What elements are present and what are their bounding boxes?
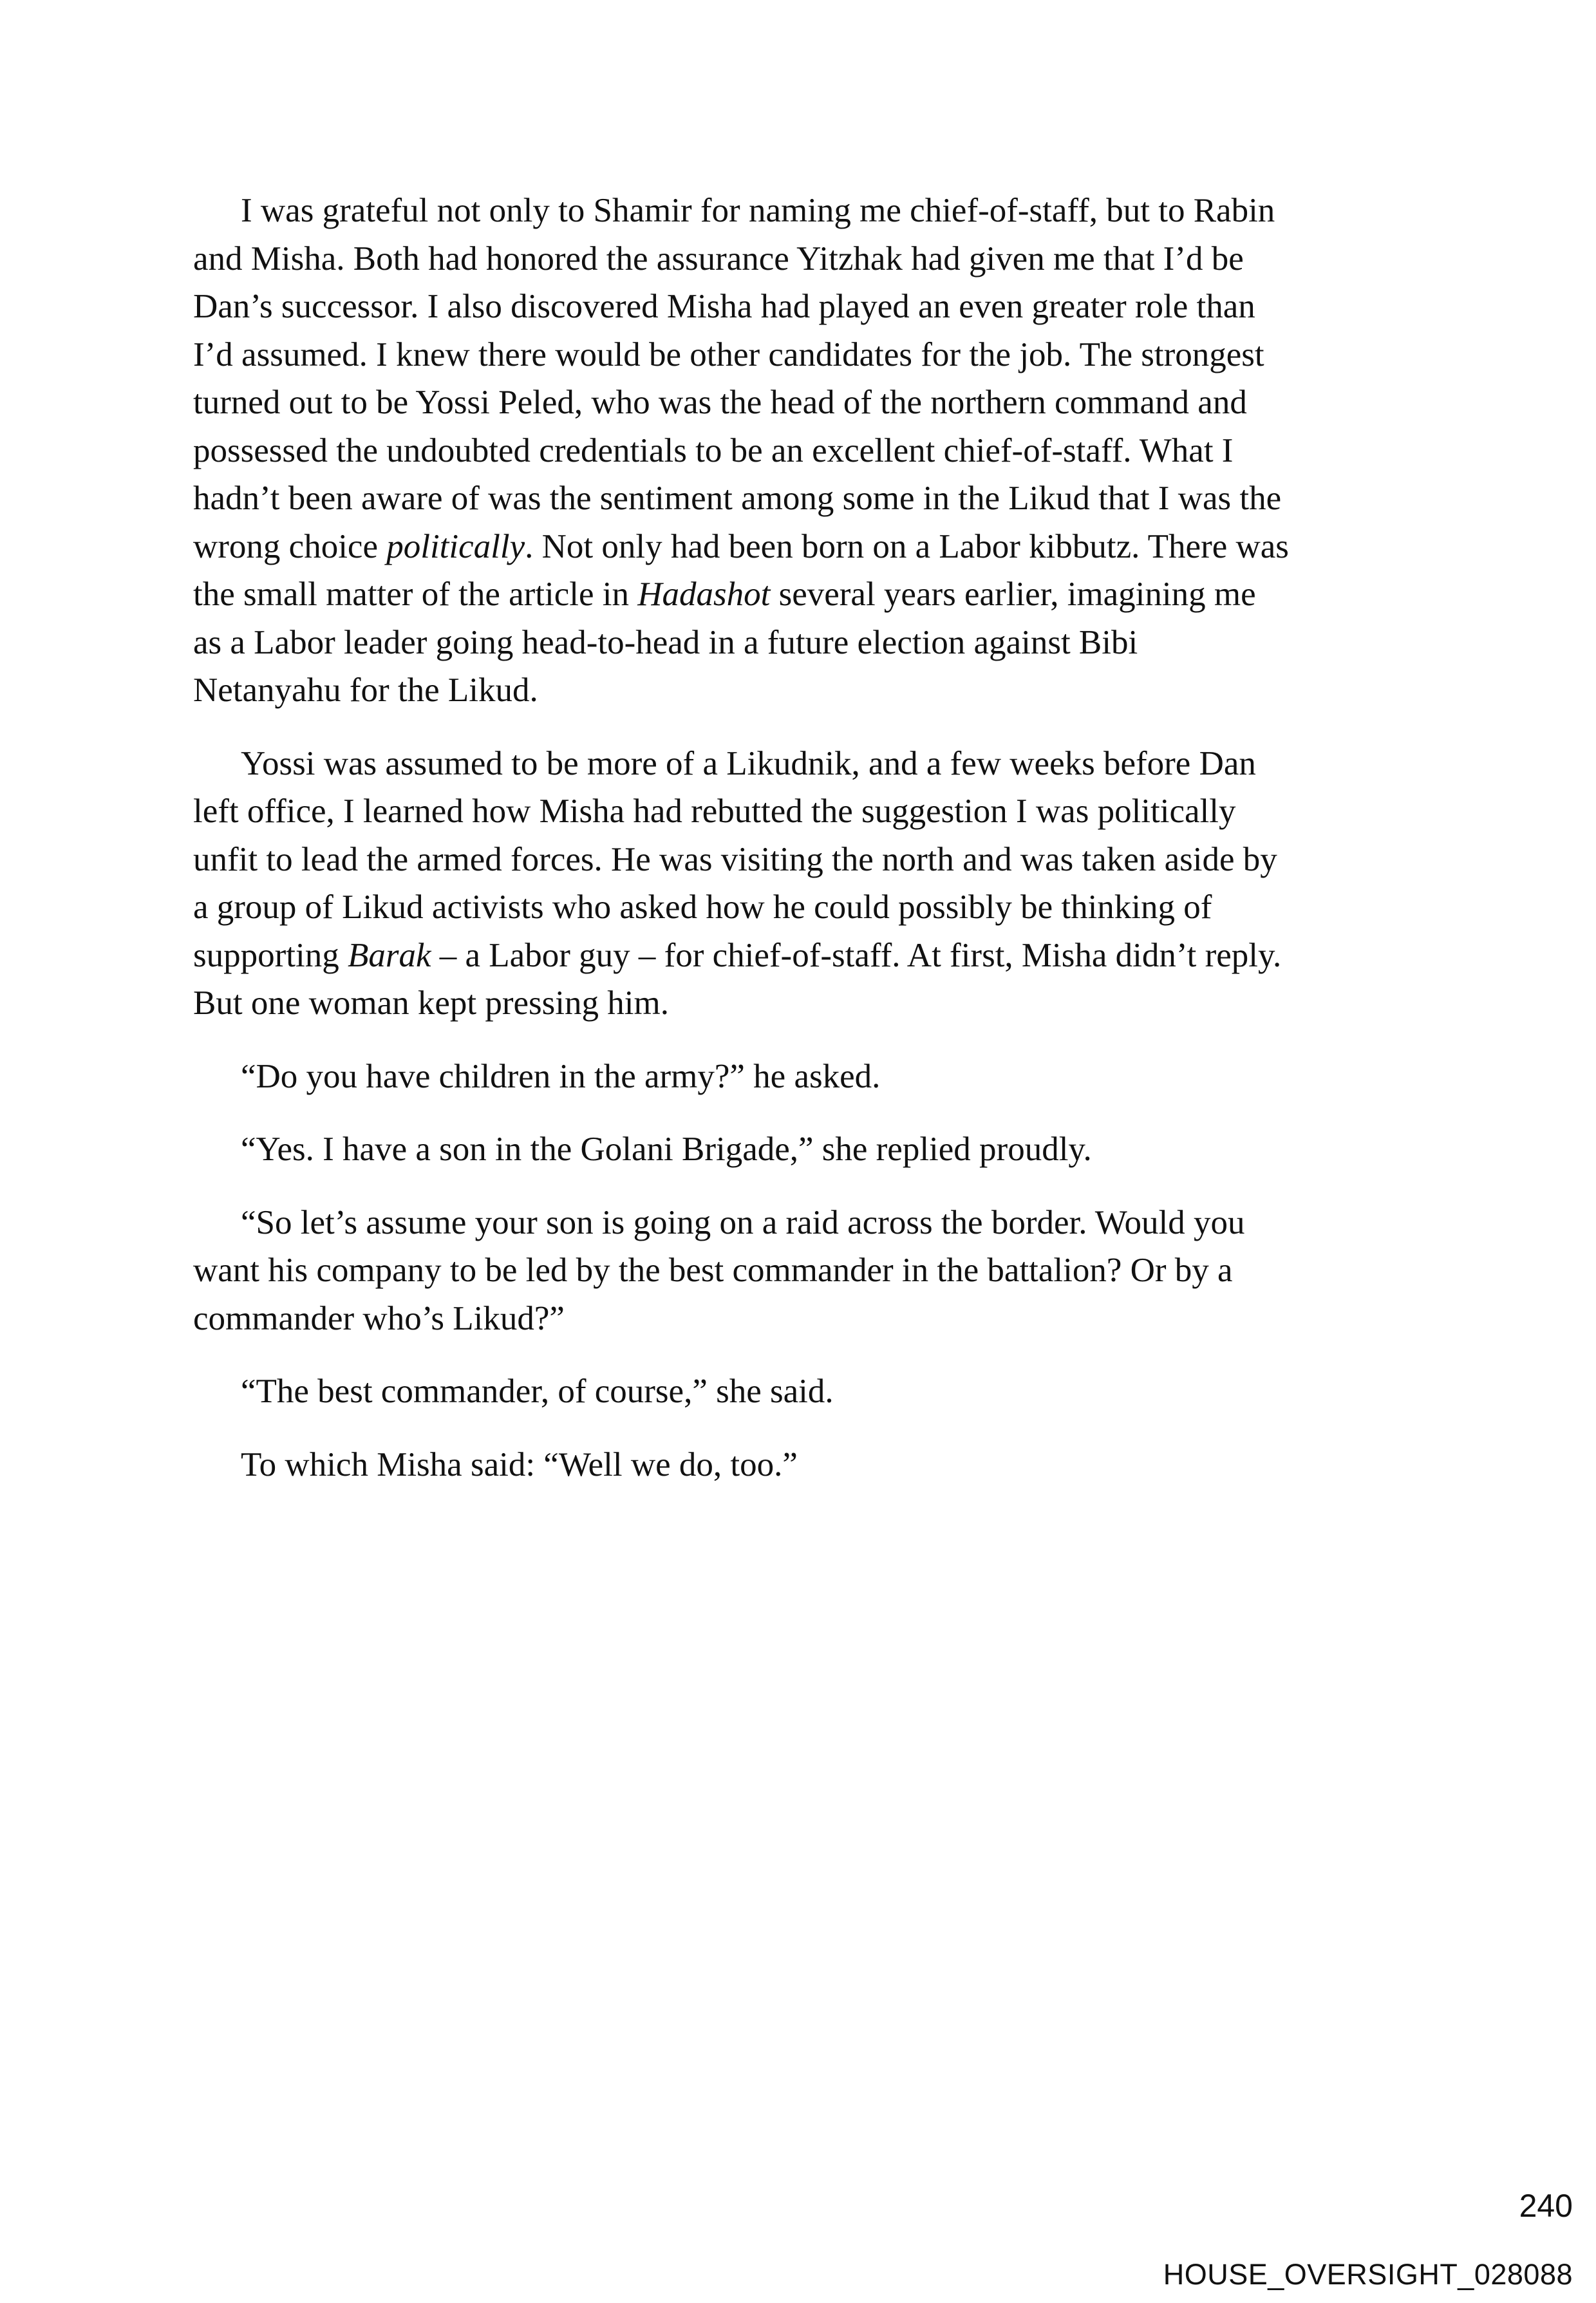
paragraph-7: To which Misha said: “Well we do, too.” bbox=[241, 1445, 798, 1483]
paragraph-1-text-b: . Not only had been born on a Labor kibbutz. There was the small matter of the article in bbox=[193, 527, 1289, 613]
bates-number: HOUSE_OVERSIGHT_028088 bbox=[1163, 2258, 1573, 2291]
paragraph-2-text-a: Yossi was assumed to be more of a Likudnik, and a few weeks before Dan left office, I learned how Misha had rebutted the suggestion I was politically unfit to lead the armed forces. He was visiting the north and was taken aside by a group of Likud activists who asked how he could possibly be thinking of supporting bbox=[193, 744, 1277, 974]
paragraph-2 bbox=[193, 740, 1416, 1028]
paragraph-2-italic-barak: Barak bbox=[347, 936, 431, 974]
paragraph-1-italic-politically: politically bbox=[386, 527, 525, 565]
paragraph-5: “So let’s assume your son is going on a raid across the border. Would you want his company to be led by the best commander in the battalion? Or by a commander who’s Likud?” bbox=[193, 1203, 1245, 1337]
paragraph-1-text-a: I was grateful not only to Shamir for naming me chief-of-staff, but to Rabin and Misha. Both had honored the assurance Yitzhak had given me that I’d be Dan’s successor. I also discovered Misha had played an even greater role than I’d assumed. I knew there would be other candidates for the job. The strongest turned out to be Yossi Peled, who was the head of the northern command and possessed the undoubted credentials to be an excellent chief-of-staff. What I hadn’t been aware of was the sentiment among some in the Likud that I was the wrong choice bbox=[193, 192, 1282, 565]
paragraph-1-italic-hadashot: Hadashot bbox=[637, 576, 771, 613]
page-number: 240 bbox=[1519, 2188, 1573, 2224]
paragraph-4: “Yes. I have a son in the Golani Brigade,” she replied proudly. bbox=[241, 1131, 1092, 1168]
paragraph-3: “Do you have children in the army?” he asked. bbox=[241, 1057, 881, 1095]
page-body bbox=[193, 187, 1416, 1514]
paragraph-1 bbox=[193, 187, 1416, 715]
paragraph-1-text-c: several years earlier, imagining me as a Labor leader going head-to-head in a future election against Bibi Netanyahu for the Likud. bbox=[193, 576, 1256, 709]
paragraph-6: “The best commander, of course,” she said. bbox=[241, 1373, 834, 1410]
paragraph-2-text-b: – a Labor guy – for chief-of-staff. At first, Misha didn’t reply. But one woman kept pressing him. bbox=[193, 936, 1282, 1022]
